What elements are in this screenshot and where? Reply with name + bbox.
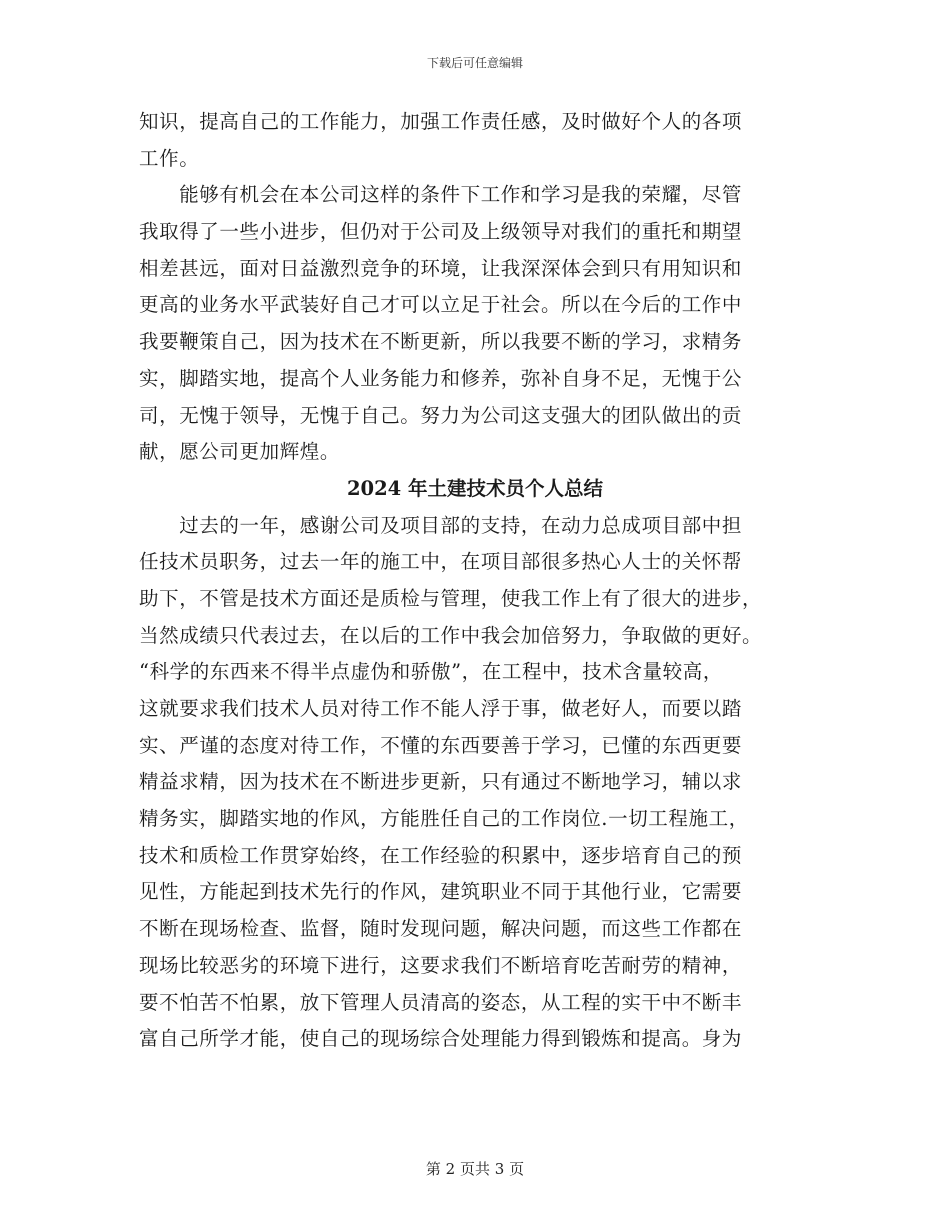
- text-line: 我取得了一些小进步，但仍对于公司及上级领导对我们的重托和期望: [139, 220, 743, 244]
- text-line: 知识，提高自己的工作能力，加强工作责任感，及时做好个人的各项: [139, 110, 743, 133]
- text-line: 助下，不管是技术方面还是质检与管理，使我工作上有了很大的进步，: [139, 586, 763, 610]
- text-line: 相差甚远，面对日益激烈竞争的环境，让我深深体会到只有用知识和: [139, 256, 743, 280]
- text-line: “科学的东西来不得半点虚伪和骄傲”，在工程中，技术含量较高，: [139, 660, 723, 684]
- text-line: 能够有机会在本公司这样的条件下工作和学习是我的荣耀，尽管: [139, 183, 743, 207]
- text-line: 技术和质检工作贯穿始终，在工作经验的积累中，逐步培育自己的预: [139, 843, 743, 867]
- text-line: 司，无愧于领导，无愧于自己。努力为公司这支强大的团队做出的贡: [139, 403, 743, 427]
- text-line: 要不怕苦不怕累，放下管理人员清高的姿态，从工程的实干中不断丰: [139, 990, 743, 1014]
- text-line: 更高的业务水平武装好自己才可以立足于社会。所以在今后的工作中: [139, 293, 743, 317]
- text-line: 献，愿公司更加辉煌。: [139, 440, 341, 464]
- text-line: 精务实，脚踏实地的作风，方能胜任自己的工作岗位.一切工程施工，: [139, 807, 749, 831]
- text-line: 这就要求我们技术人员对待工作不能人浮于事，做老好人，而要以踏: [139, 697, 743, 720]
- text-line: 我要鞭策自己，因为技术在不断更新，所以我要不断的学习，求精务: [139, 330, 743, 354]
- text-line: 工作。: [139, 146, 200, 170]
- text-line: 实、严谨的态度对待工作，不懂的东西要善于学习，已懂的东西更要: [139, 733, 743, 757]
- text-line: 精益求精，因为技术在不断进步更新，只有通过不断地学习，辅以求: [139, 770, 743, 794]
- text-line: 实，脚踏实地，提高个人业务能力和修养，弥补自身不足，无愧于公: [139, 366, 743, 390]
- section-title: 2024 年土建技术员个人总结: [346, 476, 604, 500]
- document-body: [139, 104, 811, 1058]
- text-line: 富自己所学才能，使自己的现场综合处理能力得到锻炼和提高。身为: [139, 1027, 743, 1051]
- text-line: 不断在现场检查、监督，随时发现问题，解决问题，而这些工作都在: [139, 917, 743, 941]
- text-line: 过去的一年，感谢公司及项目部的支持，在动力总成项目部中担: [139, 513, 743, 537]
- text-line: 现场比较恶劣的环境下进行，这要求我们不断培育吃苦耐劳的精神，: [139, 953, 743, 977]
- page-header: 下载后可任意编辑: [426, 56, 523, 70]
- page-footer: 第 2 页共 3 页: [425, 1160, 525, 1178]
- text-line: 见性，方能起到技术先行的作风，建筑职业不同于其他行业，它需要: [139, 880, 743, 904]
- text-line: 任技术员职务，过去一年的施工中，在项目部很多热心人士的关怀帮: [139, 550, 743, 574]
- text-line: 当然成绩只代表过去，在以后的工作中我会加倍努力，争取做的更好。: [139, 623, 763, 647]
